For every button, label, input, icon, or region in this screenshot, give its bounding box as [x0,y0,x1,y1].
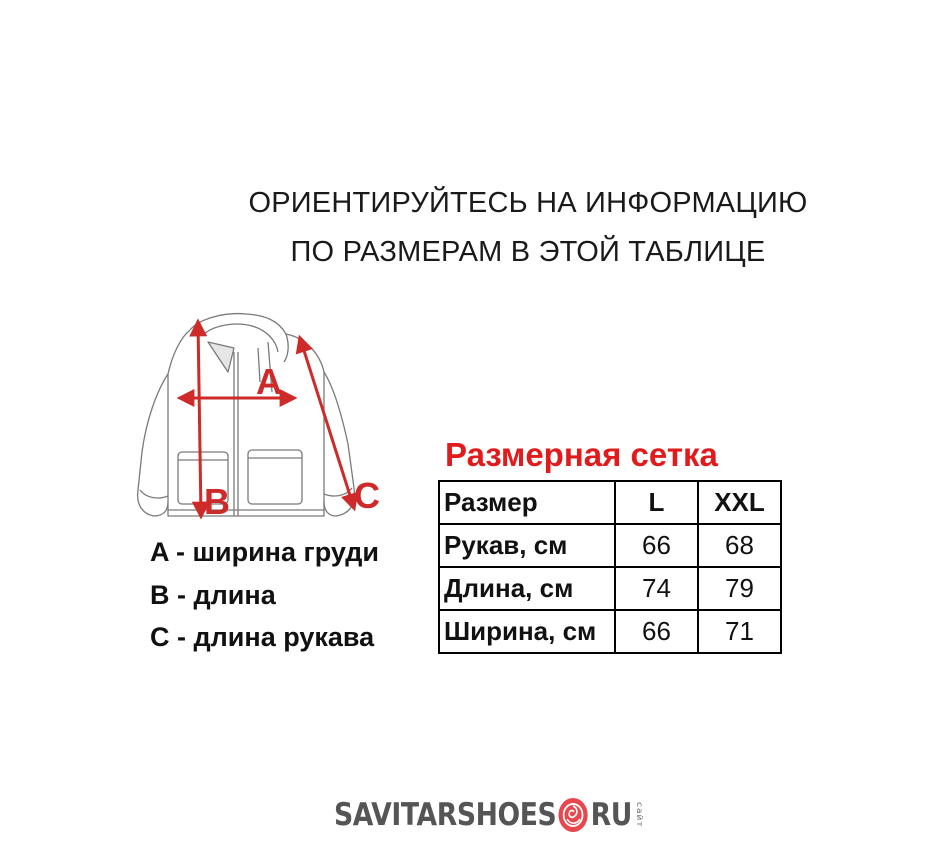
sleeve-length-arrow [300,338,354,508]
header-l: L [615,481,698,524]
size-chart-title: Размерная сетка [445,436,718,473]
table-cell: 71 [698,610,781,653]
logo-text-right: RU [590,797,633,833]
logo-vertical-text: сайт [634,802,644,828]
legend-length: B - длина [150,580,276,610]
size-table [438,480,782,654]
table-cell: 74 [615,567,698,610]
row-label-length: Длина, см [439,567,615,610]
heading-line-1: ОРИЕНТИРУЙТЕСЬ НА ИНФОРМАЦИЮ [248,187,808,219]
length-arrow [198,322,201,516]
table-row [439,567,781,610]
table-cell: 66 [615,610,698,653]
jacket-measurement-diagram [128,312,408,526]
logo-text-left: SAVITARSHOES [334,797,557,833]
label-c: C [354,475,380,516]
legend-sleeve-length: C - длина рукава [150,622,375,652]
table-cell: 68 [698,524,781,567]
jacket-outline [138,314,355,516]
table-cell: 66 [615,524,698,567]
site-logo[interactable] [334,795,643,835]
table-header-row [439,481,781,524]
table-row [439,610,781,653]
row-label-width: Ширина, см [439,610,615,653]
label-b: B [204,481,230,522]
row-label-sleeve: Рукав, см [439,524,615,567]
legend-chest-width: A - ширина груди [150,537,379,567]
table-row [439,524,781,567]
header-size: Размер [439,481,615,524]
heading-line-2: ПО РАЗМЕРАМ В ЭТОЙ ТАБЛИЦЕ [290,236,766,268]
label-a: A [256,361,282,402]
table-cell: 79 [698,567,781,610]
rose-icon [558,797,589,833]
header-xxl: XXL [698,481,781,524]
